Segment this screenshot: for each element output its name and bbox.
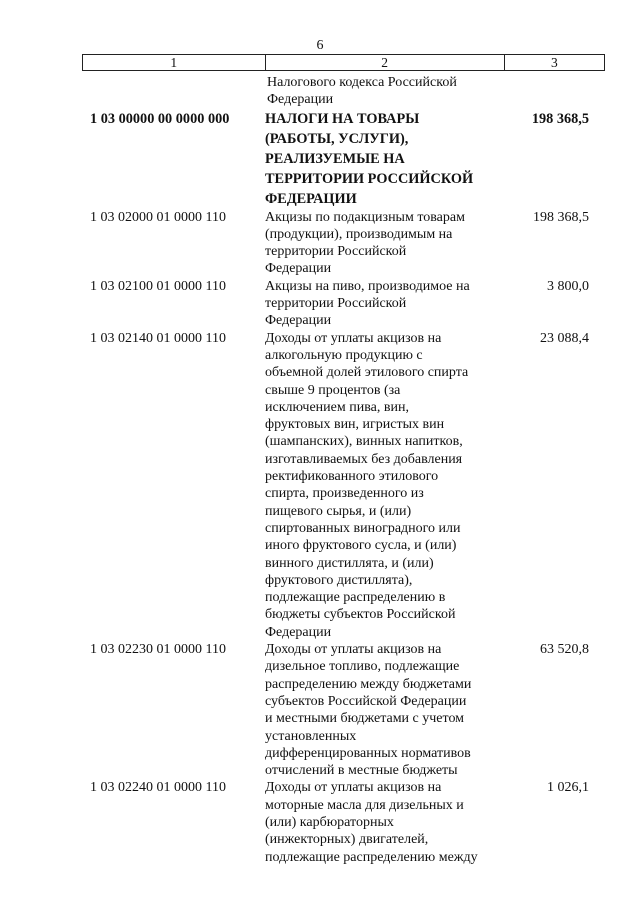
page-number: 6 [316,38,324,53]
row-name: НАЛОГИ НА ТОВАРЫ (РАБОТЫ, УСЛУГИ), РЕАЛИЗУЕМЫЕ НА ТЕРРИТОРИИ РОССИЙСКОЙ ФЕДЕРАЦИИ [265,110,474,207]
column-header-2: 2 [265,55,504,71]
row-name: Доходы от уплаты акцизов на моторные масла для дизельных и (или) карбюраторных (инжекторных) двигателей, подлежащие распределению между [265,780,478,865]
row-code: 1 03 02000 01 0000 110 [90,209,226,225]
row-code: 1 03 02240 01 0000 110 [90,780,226,796]
column-header-3: 3 [504,55,604,71]
row-amount: 198 368,5 [533,209,589,225]
column-header-1: 1 [83,55,266,71]
row-amount: 1 026,1 [547,780,589,796]
row-name: Доходы от уплаты акцизов на алкогольную продукцию с объемной долей этилового спирта свыше 9 процентов (за исключением пива, вин, фруктовых вин, игристых вин (шампанских), винных напитков, изготавливаемых без добавления ректификованного этилового спирта, произведенного из пищевого сырья, и (или) спиртованных виноградного или иного фруктового сусла, и (или) винного дистиллята, и (или) фруктового дистиллята), подлежащие распределению в бюджеты субъектов Российской Федерации [265,330,469,640]
row-code: 1 03 02230 01 0000 110 [90,642,226,658]
revenue-table-body [82,74,605,866]
table-row [82,278,605,330]
table-row [82,641,605,779]
row-name: Акцизы на пиво, производимое на территории Российской Федерации [265,278,470,329]
row-amount: 3 800,0 [547,278,589,294]
table-row [82,109,605,209]
row-name: Доходы от уплаты акцизов на дизельное топливо, подлежащие распределению между бюджетами субъектов Российской Федерации и местными бюджетами с учетом установленных дифференцированных нормативов отчислений в местные бюджеты [265,642,472,779]
row-amount: 63 520,8 [540,642,589,658]
row-code: 1 03 02140 01 0000 110 [90,330,226,346]
row-amount: 23 088,4 [540,330,589,346]
table-row [82,779,605,865]
row-name: Акцизы по подакцизным товарам (продукции), производимым на территории Российской Федерации [265,209,465,277]
row-name: Налогового кодекса Российской Федерации [267,75,457,108]
row-code: 1 03 02100 01 0000 110 [90,278,226,294]
column-header-table [82,54,605,71]
row-code: 1 03 00000 00 0000 000 [90,110,230,127]
table-row [82,209,605,278]
table-row [82,74,605,109]
table-row [82,330,605,641]
row-amount: 198 368,5 [531,110,589,127]
